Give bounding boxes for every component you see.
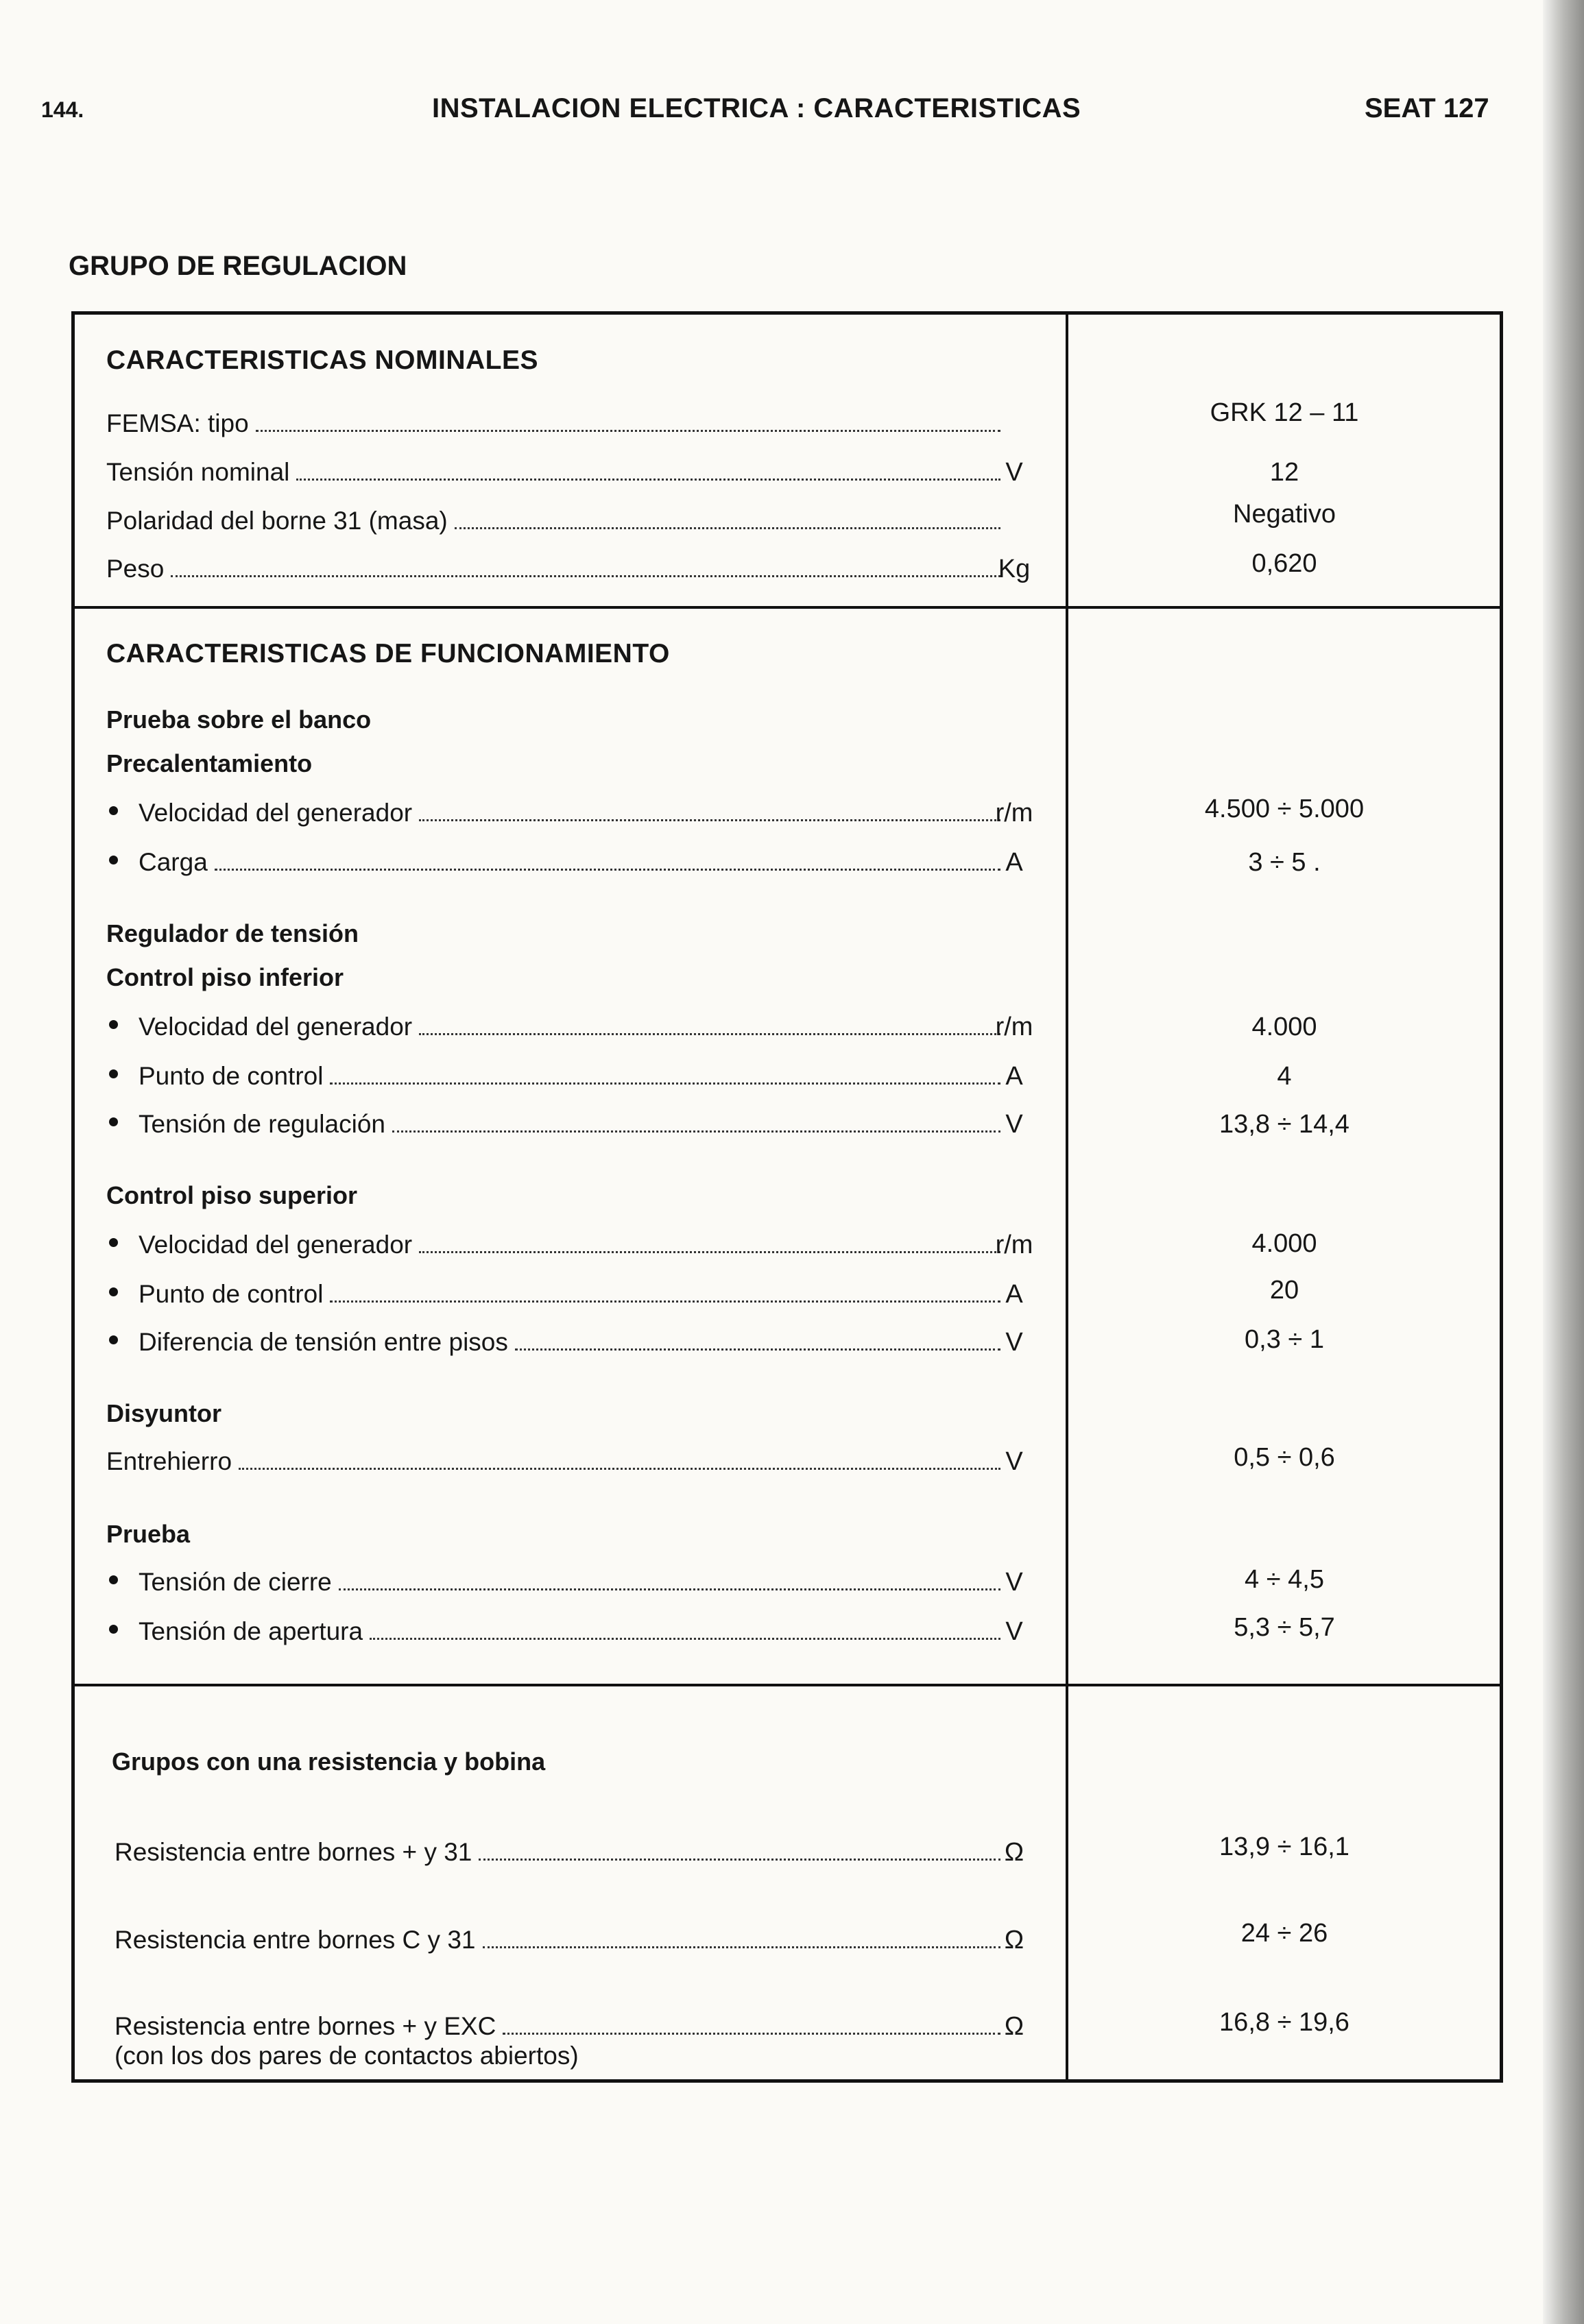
row-label: Resistencia entre bornes + y EXC — [115, 2012, 496, 2040]
bullet-icon — [109, 1020, 118, 1029]
table-row — [75, 1442, 1500, 1481]
spec-table — [71, 311, 1503, 2083]
table-row — [75, 1562, 1500, 1602]
grupos-heading: Grupos con una resistencia y bobina — [112, 1747, 546, 1776]
row-value: 20 — [1269, 1276, 1299, 1305]
row-unit: V — [1005, 1617, 1023, 1646]
row-label: Tensión nominal — [106, 458, 290, 486]
row-label: Diferencia de tensión entre pisos — [139, 1328, 508, 1356]
row-note: (con los dos pares de contactos abiertos) — [115, 2042, 579, 2070]
bullet-icon — [109, 856, 118, 864]
row-value: 4 ÷ 4,5 — [1245, 1565, 1324, 1594]
table-divider — [75, 1684, 1500, 1686]
bullet-icon — [109, 1287, 118, 1296]
row-value: 4.000 — [1251, 1013, 1317, 1041]
funcionamiento-heading: CARACTERISTICAS DE FUNCIONAMIENTO — [106, 639, 670, 668]
row-unit: V — [1005, 1447, 1023, 1476]
bullet-icon — [109, 1575, 118, 1584]
row-value: 0,5 ÷ 0,6 — [1234, 1443, 1335, 1472]
page-number: 144. — [41, 97, 84, 122]
row-value: Negativo — [1233, 500, 1336, 529]
inferior-subheading: Control piso inferior — [106, 963, 344, 991]
row-unit: Kg — [998, 555, 1031, 583]
row-value: 4 — [1277, 1062, 1292, 1091]
table-row — [75, 452, 1500, 492]
nominal-heading: CARACTERISTICAS NOMINALES — [106, 346, 539, 375]
row-value: 3 ÷ 5 . — [1248, 848, 1321, 877]
row-unit: r/m — [995, 1231, 1033, 1259]
row-label: Resistencia entre bornes + y 31 — [115, 1838, 472, 1866]
table-row — [75, 1225, 1500, 1265]
disyuntor-subheading: Disyuntor — [106, 1399, 222, 1427]
bullet-icon — [109, 806, 118, 815]
superior-subheading: Control piso superior — [106, 1181, 358, 1209]
row-unit: V — [1005, 1110, 1023, 1139]
row-value: 5,3 ÷ 5,7 — [1234, 1613, 1335, 1642]
table-row — [75, 1274, 1500, 1314]
table-row — [75, 1920, 1500, 1960]
row-value: 0,620 — [1251, 549, 1317, 578]
row-label: Tensión de regulación — [139, 1110, 385, 1138]
banco-subheading: Prueba sobre el banco — [106, 705, 372, 734]
page-header — [41, 93, 1529, 134]
row-label: Velocidad del generador — [139, 1013, 413, 1041]
row-value: 0,3 ÷ 1 — [1245, 1325, 1324, 1354]
precalentamiento-subheading: Precalentamiento — [106, 749, 313, 777]
row-label: Tensión de apertura — [139, 1617, 363, 1645]
table-row — [75, 1612, 1500, 1651]
bullet-icon — [109, 1335, 118, 1344]
table-row — [75, 501, 1500, 541]
row-unit: A — [1005, 1062, 1023, 1091]
row-label: Tensión de cierre — [139, 1568, 332, 1596]
row-value: 12 — [1269, 458, 1299, 487]
prueba-subheading: Prueba — [106, 1520, 191, 1548]
section-title: GRUPO DE REGULACION — [69, 251, 407, 281]
table-row — [75, 398, 1500, 444]
row-label: Punto de control — [139, 1062, 324, 1090]
table-row — [75, 1007, 1500, 1047]
row-unit: Ω — [1004, 1838, 1024, 1867]
row-label: Velocidad del generador — [139, 1231, 413, 1259]
bullet-icon — [109, 1238, 118, 1247]
row-unit: A — [1005, 848, 1023, 877]
brand-model: SEAT 127 — [1365, 93, 1489, 123]
row-unit: Ω — [1004, 1926, 1024, 1954]
row-unit: V — [1005, 1568, 1023, 1597]
row-unit: r/m — [995, 799, 1033, 827]
row-unit: A — [1005, 1280, 1023, 1309]
page-title: INSTALACION ELECTRICA : CARACTERISTICAS — [432, 93, 1081, 123]
row-unit: V — [1005, 458, 1023, 487]
row-value: 16,8 ÷ 19,6 — [1219, 2008, 1349, 2037]
bullet-icon — [109, 1625, 118, 1634]
table-row — [75, 1832, 1500, 1872]
row-value: 4.500 ÷ 5.000 — [1204, 795, 1365, 823]
row-value: 4.000 — [1251, 1229, 1317, 1258]
row-label: Resistencia entre bornes C y 31 — [115, 1926, 476, 1954]
row-value: 24 ÷ 26 — [1240, 1919, 1328, 1948]
table-row — [75, 793, 1500, 833]
row-unit: V — [1005, 1328, 1023, 1357]
row-label: Velocidad del generador — [139, 799, 413, 827]
table-row — [75, 843, 1500, 882]
row-label: Polaridad del borne 31 (masa) — [106, 507, 448, 535]
table-row — [75, 1104, 1500, 1144]
table-divider — [75, 606, 1500, 609]
page-edge-shadow — [1543, 0, 1584, 2324]
bullet-icon — [109, 1117, 118, 1126]
regulador-subheading: Regulador de tensión — [106, 919, 359, 947]
table-row — [75, 1056, 1500, 1096]
table-row — [75, 549, 1500, 589]
row-label: Peso — [106, 555, 165, 583]
row-unit: r/m — [995, 1013, 1033, 1041]
row-label: FEMSA: tipo — [106, 409, 249, 437]
row-value: 13,9 ÷ 16,1 — [1219, 1832, 1349, 1861]
row-label: Carga — [139, 848, 208, 876]
table-row — [75, 1322, 1500, 1362]
row-value: GRK 12 – 11 — [1210, 398, 1359, 427]
row-label: Entrehierro — [106, 1447, 232, 1475]
row-unit: Ω — [1004, 2012, 1024, 2041]
row-value: 13,8 ÷ 14,4 — [1219, 1110, 1349, 1139]
bullet-icon — [109, 1069, 118, 1078]
row-label: Punto de control — [139, 1280, 324, 1308]
